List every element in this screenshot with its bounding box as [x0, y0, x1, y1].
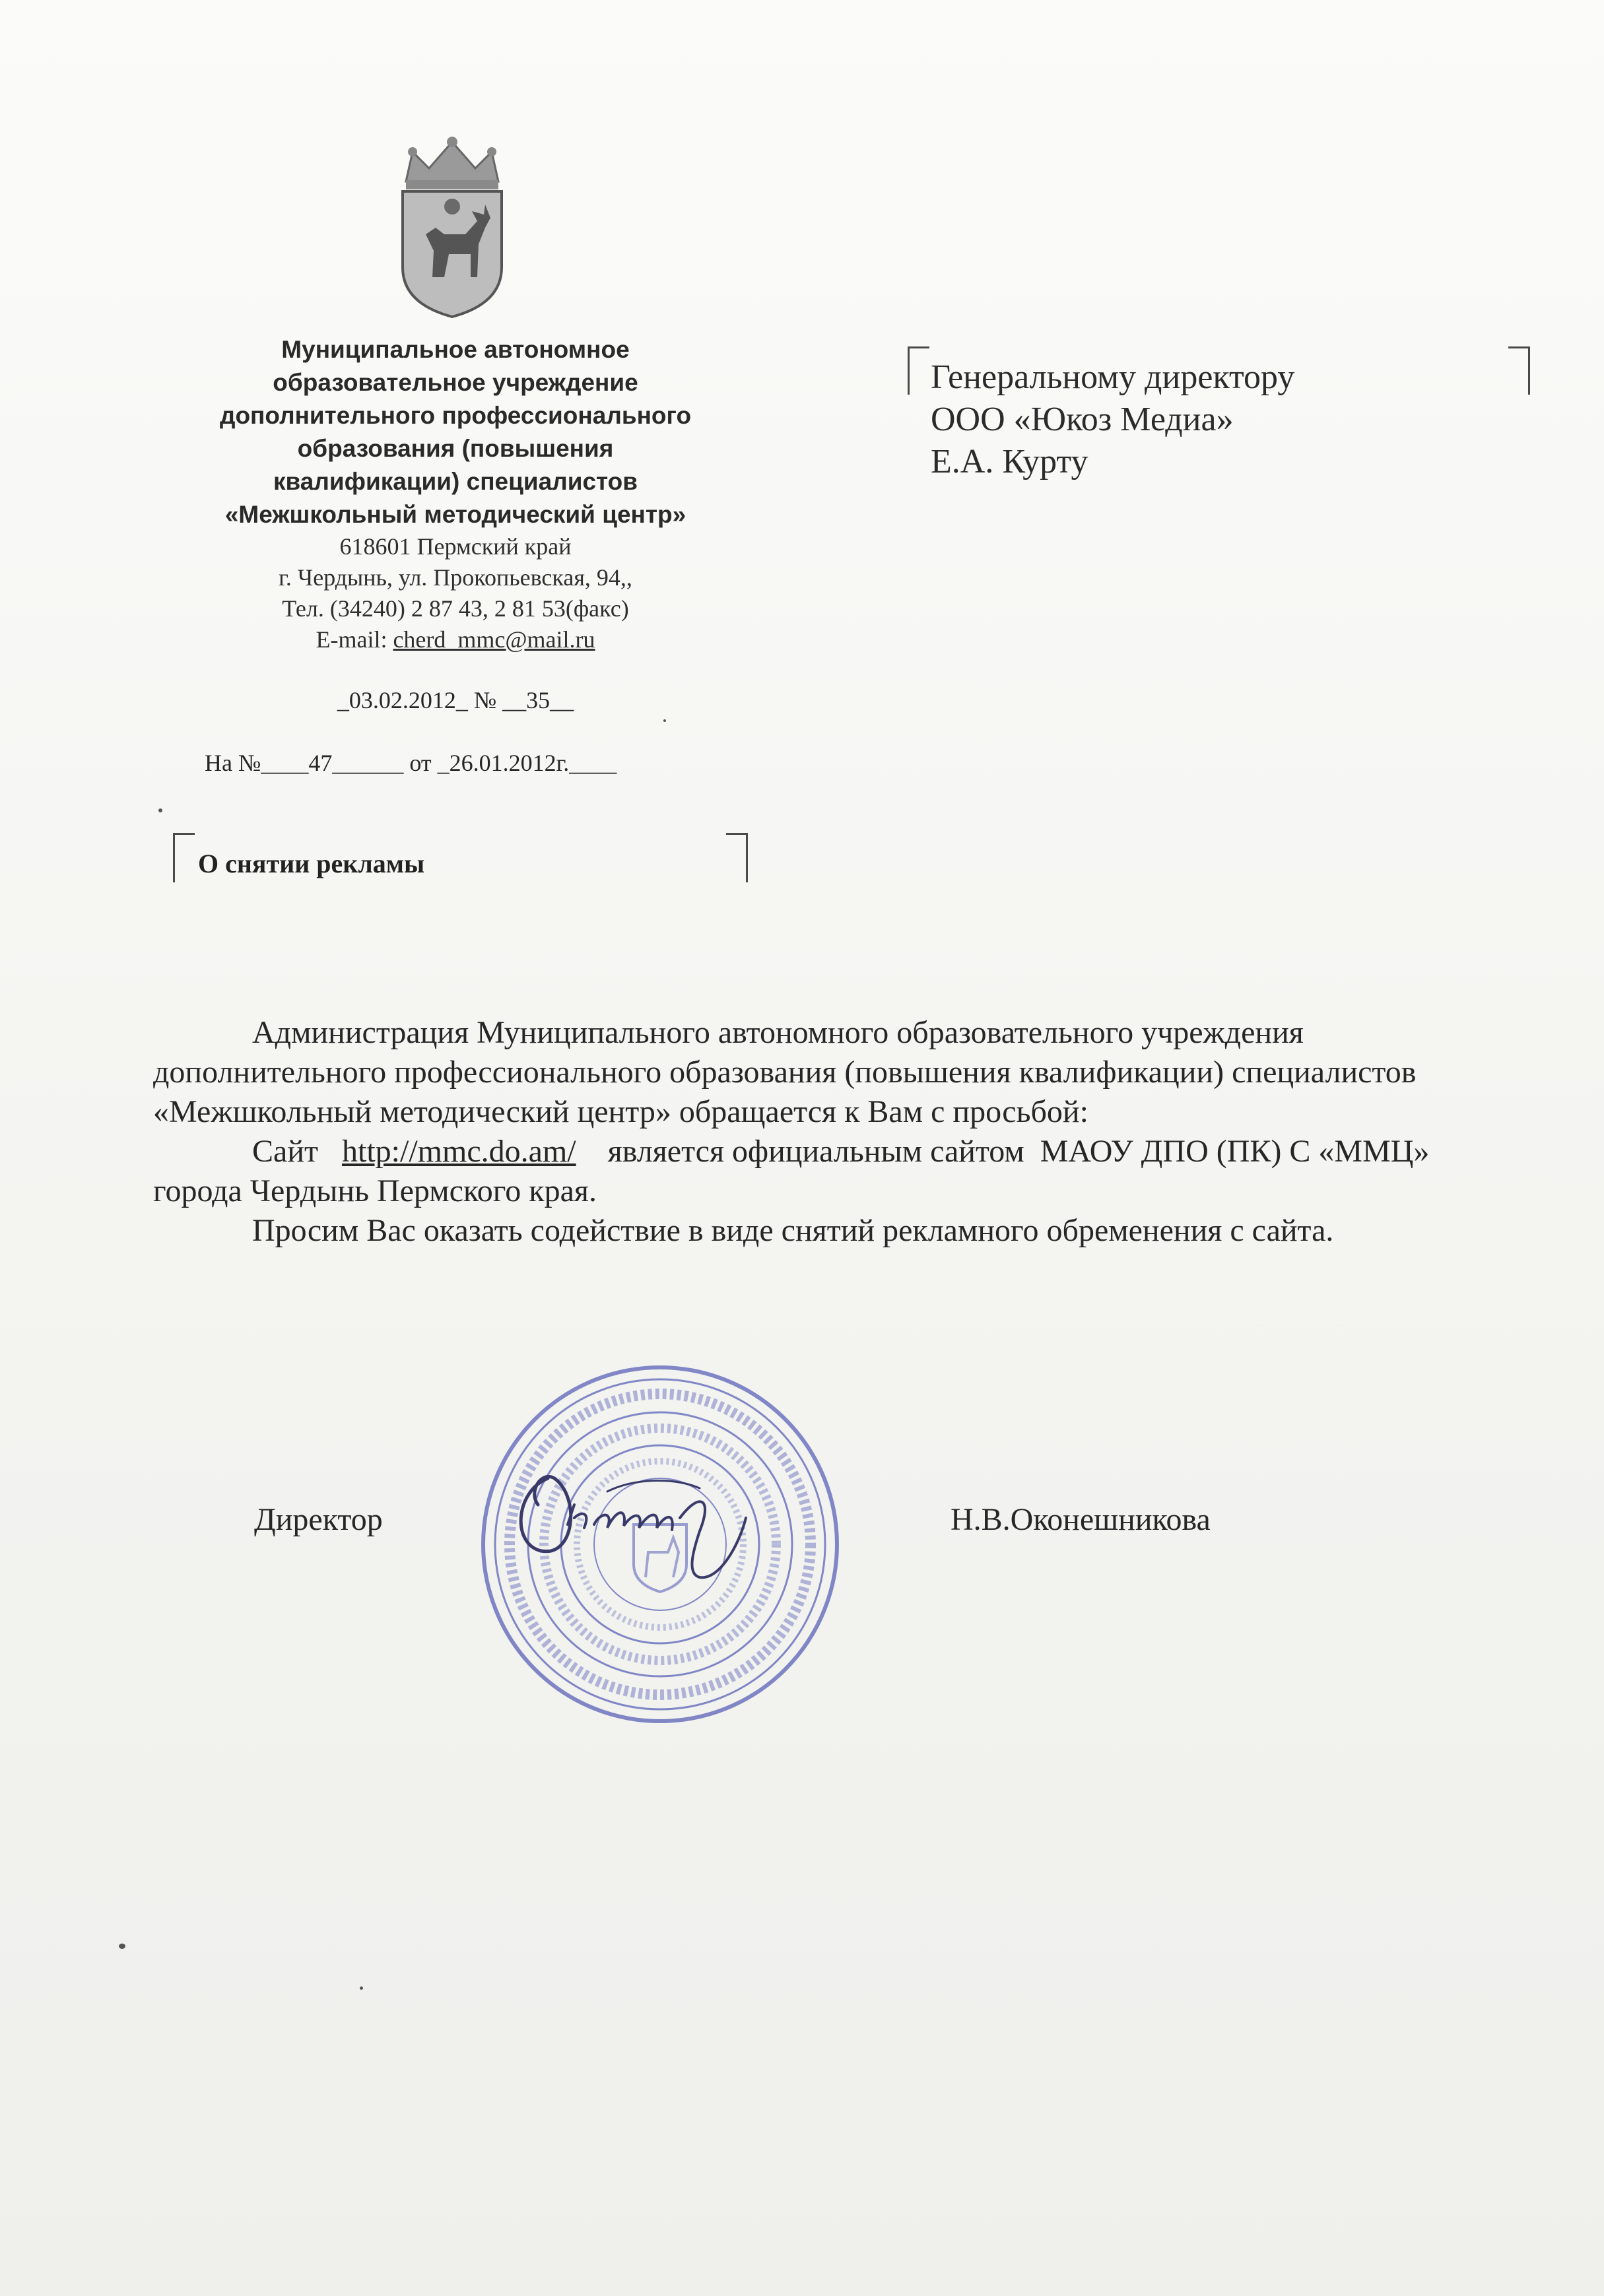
- org-line: «Межшкольный методический центр»: [224, 501, 686, 528]
- address-line: Тел. (34240) 2 87 43, 2 81 53(факс): [282, 595, 629, 622]
- email-line: [158, 624, 752, 655]
- body-paragraph: Просим Вас оказать содействие в виде снятий рекламного обременения с сайта.: [252, 1213, 1334, 1248]
- paper-speck: [663, 719, 666, 722]
- reference-line: На №____47______ от _26.01.2012г.____: [205, 750, 617, 776]
- paper-speck: [119, 1944, 125, 1949]
- site-description: является официальным сайтом МАОУ ДПО (ПК) С «ММЦ» города Чердынь Пермского края.: [153, 1134, 1446, 1208]
- recipient-line: Генеральному директору: [931, 358, 1295, 396]
- email-link[interactable]: cherd_mmc@mail.ru: [393, 626, 595, 653]
- recipient-line: ООО «Юкоз Медиа»: [931, 401, 1234, 438]
- org-line: образовательное учреждение: [273, 369, 638, 396]
- site-link[interactable]: http://mmc.do.am/: [341, 1134, 576, 1169]
- site-label: Сайт: [252, 1134, 342, 1169]
- org-line: дополнительного профессионального: [219, 402, 692, 429]
- address-line: 618601 Пермский край: [339, 533, 572, 560]
- recipient-line: Е.А. Курту: [931, 443, 1088, 480]
- handwritten-signature-icon: [502, 1452, 779, 1584]
- org-line: образования (повышения: [297, 435, 614, 462]
- subject-bracket-left: [173, 833, 195, 882]
- subject-bracket-right: [726, 833, 748, 882]
- recipient-block: [931, 356, 1492, 483]
- recipient-bracket-left: [908, 346, 929, 395]
- subject-title: О снятии рекламы: [198, 849, 425, 878]
- signatory-name: Н.В.Оконешникова: [951, 1502, 1211, 1537]
- address-line: г. Чердынь, ул. Прокопьевская, 94,,: [279, 564, 632, 591]
- paper-speck: [360, 1986, 363, 1990]
- sender-block: [158, 333, 752, 655]
- recipient-bracket-right: [1508, 346, 1530, 395]
- date-number: _03.02.2012_ № __35__: [337, 687, 574, 713]
- body-paragraph: [153, 1132, 1493, 1211]
- org-line: квалификации) специалистов: [273, 468, 638, 495]
- email-label: E-mail:: [316, 626, 393, 653]
- org-line: Муниципальное автономное: [281, 336, 630, 363]
- body-paragraph: Администрация Муниципального автономного образовательного учреждения дополнительного профессионального образования (повышения квалификации) специалистов «Межшкольный методический центр» обращается к Вам с просьбой:: [153, 1015, 1417, 1129]
- coat-of-arms-icon: [386, 135, 518, 320]
- signatory-title: Директор: [254, 1502, 383, 1537]
- letter-body: [153, 1013, 1493, 1251]
- paper-speck: [158, 808, 162, 812]
